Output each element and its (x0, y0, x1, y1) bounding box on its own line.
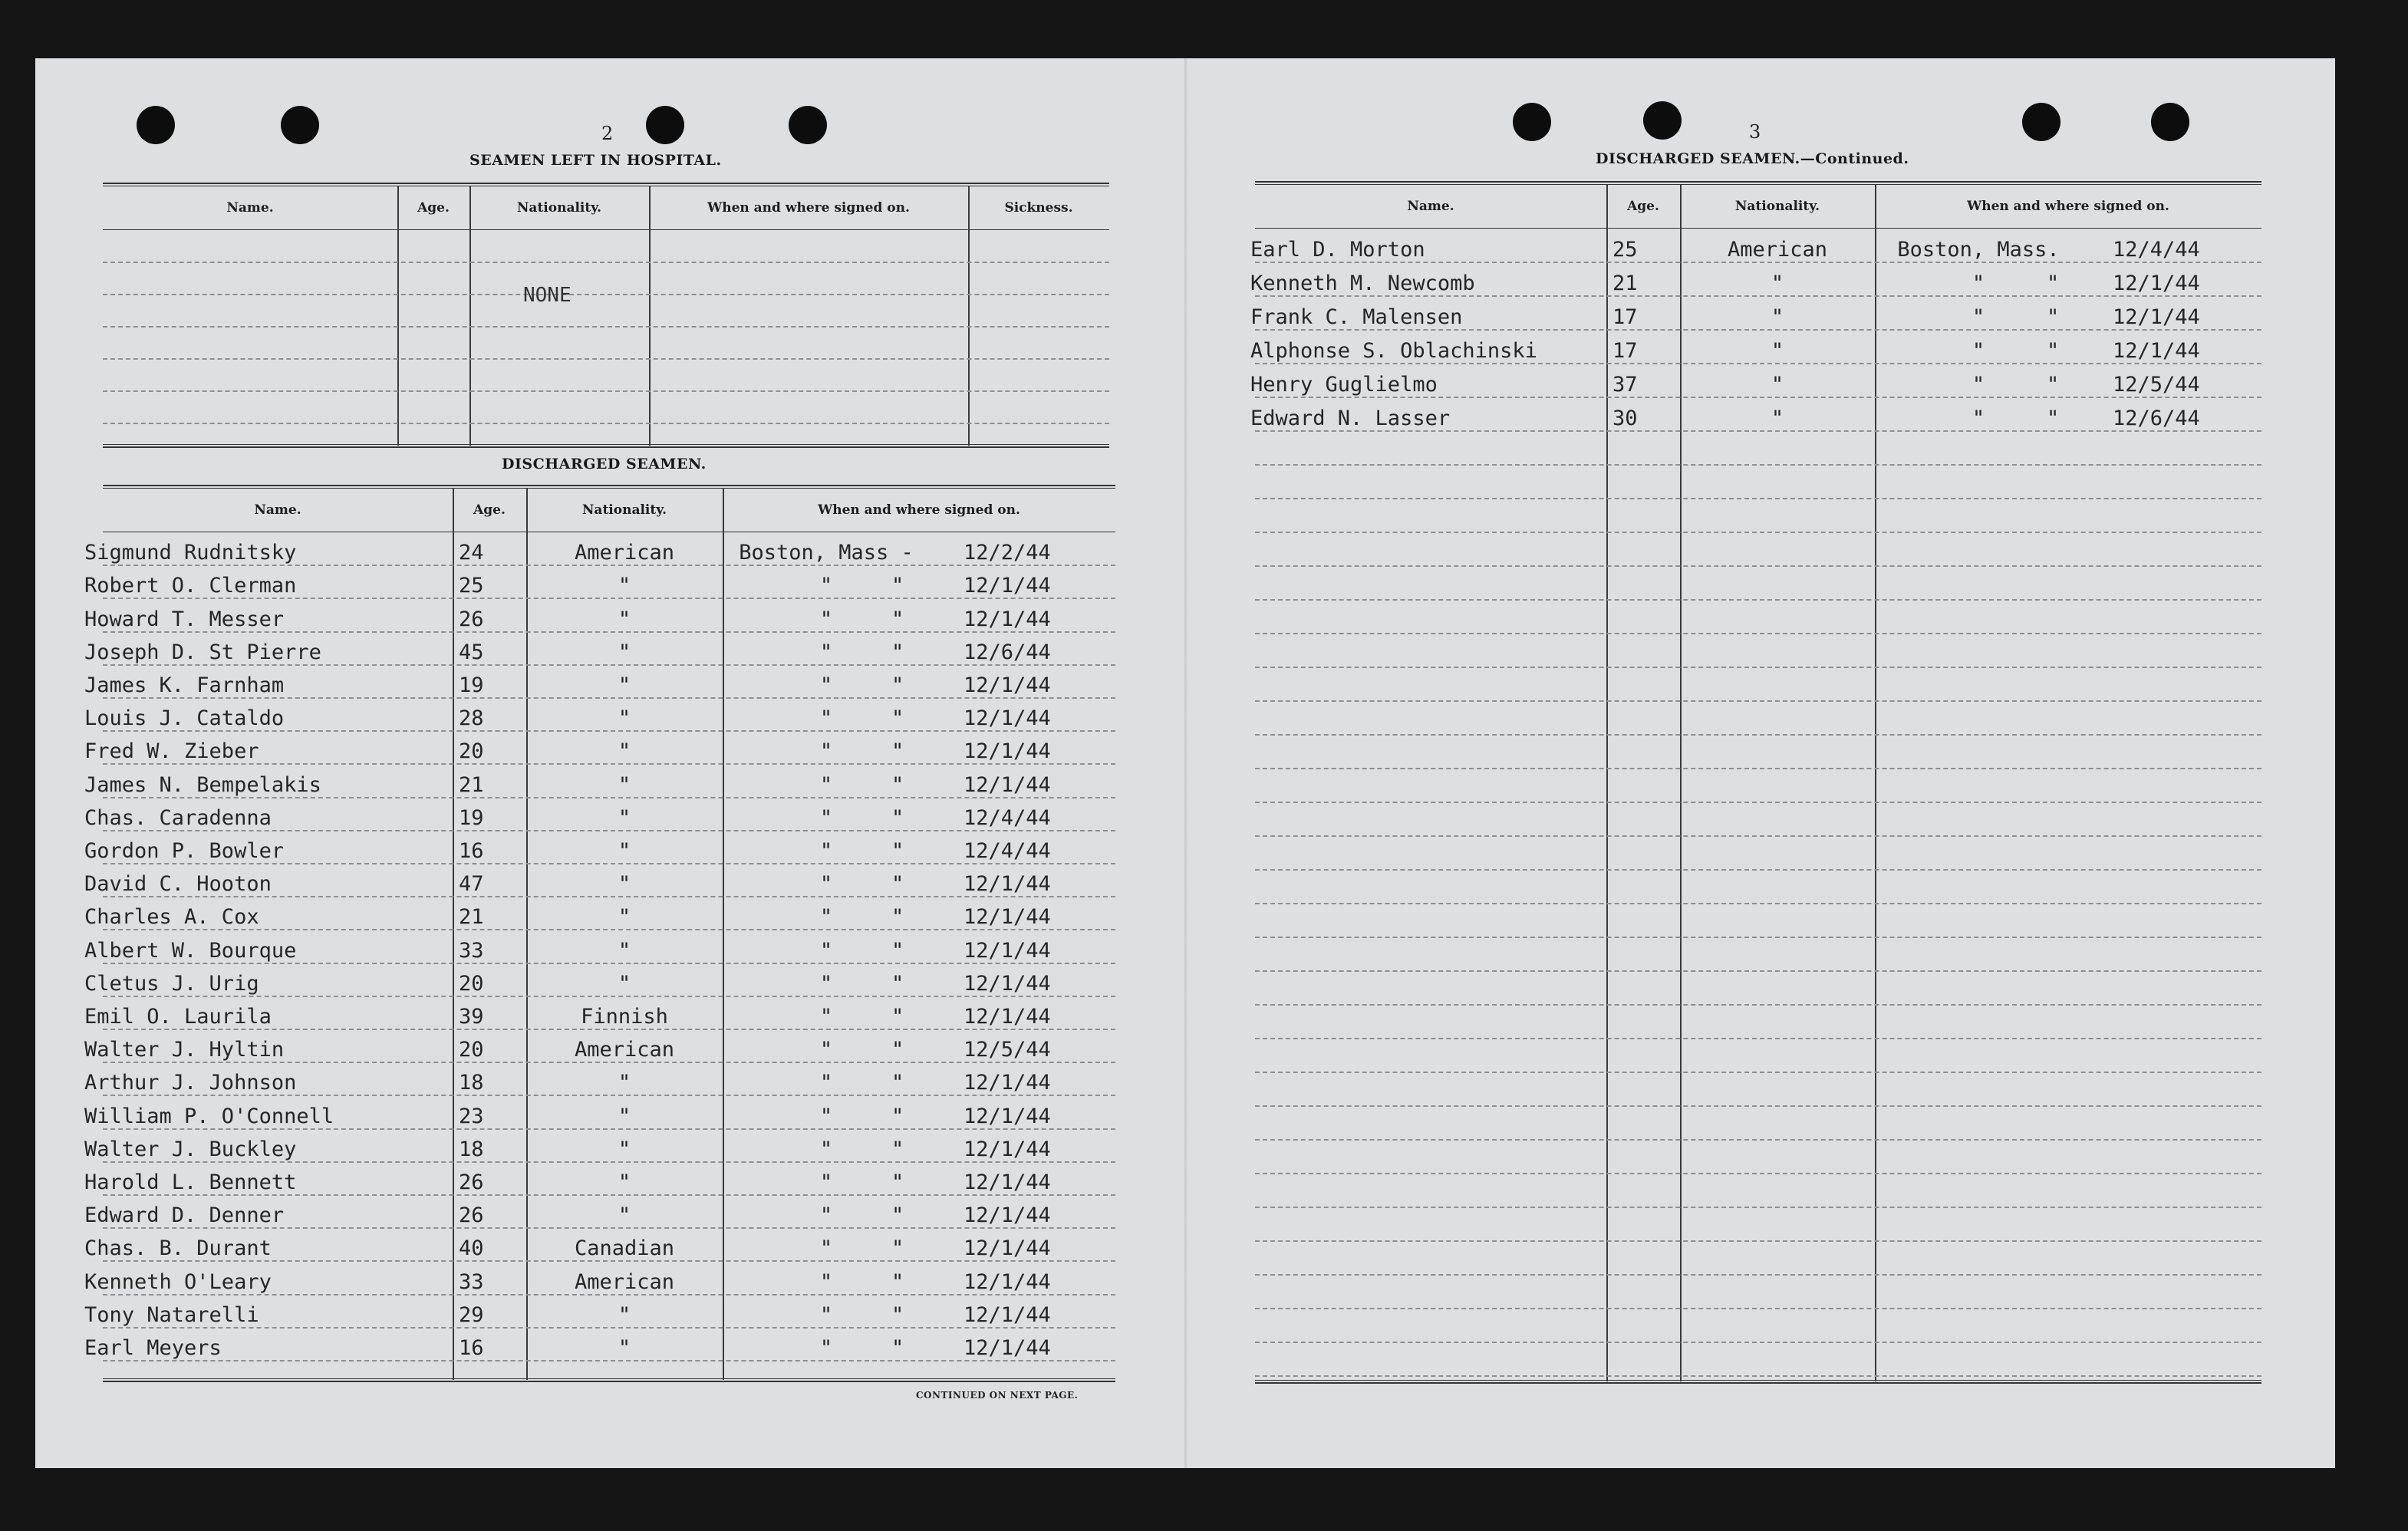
column-header: When and where signed on. (818, 502, 1020, 518)
signed-place-cell: " (1972, 305, 1985, 329)
signed-place-cell: " (819, 872, 833, 897)
hospital-title: SEAMEN LEFT IN HOSPITAL. (469, 152, 722, 169)
name-cell: Emil O. Laurila (84, 1004, 272, 1029)
table-row (84, 1130, 1115, 1163)
signed-place-cell: " (819, 739, 833, 764)
nationality-cell: " (618, 706, 631, 731)
signed-date-cell: 12/2/44 (964, 541, 1051, 565)
row-rule (1255, 768, 2261, 769)
signed-place-cell: " (819, 607, 833, 631)
age-cell: 20 (459, 739, 484, 764)
name-cell: Charles A. Cox (84, 905, 259, 930)
continued-note: CONTINUED ON NEXT PAGE. (916, 1390, 1079, 1401)
signed-date-cell: 12/1/44 (964, 1004, 1051, 1029)
age-cell: 18 (459, 1137, 484, 1161)
signed-date-cell: 12/1/44 (2113, 339, 2200, 363)
signed-place-cell: " (819, 1071, 833, 1095)
signed-ditto-cell: " (891, 706, 904, 731)
nationality-cell: " (618, 872, 631, 897)
signed-date-cell: 12/1/44 (2113, 305, 2200, 329)
signed-place-cell: " (819, 673, 833, 697)
table-row (84, 765, 1115, 798)
signed-ditto-cell: " (891, 938, 904, 963)
table-header (103, 186, 1109, 230)
table-row (84, 997, 1115, 1030)
binder-hole (646, 106, 684, 144)
signed-ditto-cell: " (891, 772, 904, 797)
column-divider (968, 186, 970, 446)
page-number-left: 2 (601, 123, 614, 144)
nationality-cell: " (618, 1335, 631, 1360)
signed-place-cell: " (819, 1004, 833, 1029)
row-rule (1255, 1375, 2261, 1377)
page-fold (1184, 58, 1188, 1468)
name-cell: Sigmund Rudnitsky (84, 541, 297, 565)
row-rule (1255, 1004, 2261, 1006)
row-rule (1255, 1173, 2261, 1174)
signed-place-cell: " (819, 574, 833, 598)
age-cell: 25 (459, 574, 484, 598)
name-cell: Fred W. Zieber (84, 739, 259, 764)
nationality-cell: " (1771, 305, 1784, 329)
table-row (1250, 364, 2261, 398)
nationality-cell: " (618, 739, 631, 764)
row-rule (1255, 498, 2261, 499)
table-header (103, 489, 1115, 532)
nationality-cell: " (618, 838, 631, 863)
signed-place-cell: Boston, Mass. (1897, 238, 2060, 262)
signed-place-cell: " (819, 1335, 833, 1360)
name-cell: Tony Natarelli (84, 1302, 259, 1327)
table-row (84, 533, 1115, 566)
nationality-cell: " (618, 640, 631, 664)
signed-place-cell: " (1972, 373, 1985, 397)
signed-ditto-cell: " (2047, 373, 2060, 397)
table-row (84, 964, 1115, 997)
column-header: Name. (1407, 199, 1454, 214)
age-cell: 20 (459, 1038, 484, 1062)
name-cell: Edward N. Lasser (1250, 407, 1451, 430)
row-rule (1255, 1207, 2261, 1208)
table-row (84, 897, 1115, 930)
signed-place-cell: " (819, 772, 833, 797)
column-header: Age. (473, 502, 506, 518)
binder-hole (137, 106, 175, 144)
row-rule (1255, 970, 2261, 972)
discharged-title: DISCHARGED SEAMEN. (502, 456, 707, 472)
signed-place-cell: " (819, 838, 833, 863)
table-row (1250, 229, 2261, 263)
age-cell: 26 (459, 607, 484, 631)
age-cell: 45 (459, 640, 484, 664)
name-cell: Albert W. Bourque (84, 938, 297, 963)
name-cell: James N. Bempelakis (84, 772, 321, 797)
nationality-cell: " (1771, 272, 1784, 295)
nationality-cell: Finnish (581, 1004, 668, 1029)
column-divider (469, 186, 471, 446)
signed-ditto-cell: " (891, 838, 904, 863)
nationality-cell: " (618, 805, 631, 830)
signed-date-cell: 12/1/44 (2113, 272, 2200, 295)
age-cell: 28 (459, 706, 484, 731)
table-row (84, 798, 1115, 831)
name-cell: James K. Farnham (84, 673, 285, 697)
row-rule (1255, 835, 2261, 837)
age-cell: 40 (459, 1236, 484, 1261)
age-cell: 23 (459, 1104, 484, 1128)
signed-date-cell: 12/1/44 (964, 1335, 1051, 1360)
signed-date-cell: 12/1/44 (964, 971, 1051, 996)
table-row (1250, 263, 2261, 297)
table-row (84, 831, 1115, 864)
signed-ditto-cell: " (891, 1137, 904, 1161)
signed-date-cell: 12/1/44 (964, 739, 1051, 764)
signed-ditto-cell: " (891, 1269, 904, 1294)
row-rule (1255, 1038, 2261, 1039)
row-rule (1255, 869, 2261, 871)
name-cell: Gordon P. Bowler (84, 838, 285, 863)
age-cell: 16 (459, 838, 484, 863)
signed-ditto-cell: " (891, 905, 904, 930)
nationality-cell: American (574, 1038, 675, 1062)
signed-ditto-cell: " (891, 1236, 904, 1261)
signed-place-cell: Boston, Mass - (739, 541, 914, 565)
signed-date-cell: 12/1/44 (964, 905, 1051, 930)
age-cell: 37 (1612, 373, 1638, 397)
table-row (84, 666, 1115, 699)
row-rule (1255, 1139, 2261, 1141)
name-cell: Edward D. Denner (84, 1203, 285, 1228)
signed-date-cell: 12/1/44 (964, 1071, 1051, 1095)
row-rule (1255, 1105, 2261, 1107)
row-rule (1255, 937, 2261, 938)
row-rule (1255, 1342, 2261, 1343)
table-row (84, 1296, 1115, 1329)
name-cell: Louis J. Cataldo (84, 706, 285, 731)
column-header: Name. (226, 200, 274, 216)
signed-place-cell: " (819, 971, 833, 996)
signed-ditto-cell: " (891, 607, 904, 631)
row-rule (1255, 565, 2261, 567)
name-cell: Earl Meyers (84, 1335, 222, 1360)
signed-ditto-cell: " (891, 1170, 904, 1194)
signed-ditto-cell: " (891, 971, 904, 996)
nationality-cell: " (618, 1104, 631, 1128)
column-header: Nationality. (581, 502, 667, 518)
age-cell: 30 (1612, 407, 1638, 430)
signed-place-cell: " (819, 706, 833, 731)
signed-place-cell: " (1972, 339, 1985, 363)
nationality-cell: " (618, 971, 631, 996)
signed-place-cell: " (819, 805, 833, 830)
row-rule (1255, 464, 2261, 466)
age-cell: 19 (459, 805, 484, 830)
row-rule (1255, 700, 2261, 702)
signed-date-cell: 12/1/44 (964, 772, 1051, 797)
column-divider (649, 186, 651, 446)
name-cell: David C. Hooton (84, 872, 272, 897)
name-cell: Alphonse S. Oblachinski (1250, 339, 1537, 363)
signed-place-cell: " (819, 1302, 833, 1327)
column-header: Age. (1627, 199, 1659, 214)
table-row (84, 732, 1115, 765)
row-rule (1255, 599, 2261, 601)
age-cell: 16 (459, 1335, 484, 1360)
signed-ditto-cell: " (2047, 407, 2060, 430)
signed-date-cell: 12/1/44 (964, 872, 1051, 897)
table-row (84, 1030, 1115, 1063)
table-row (84, 1262, 1115, 1295)
signed-place-cell: " (1972, 407, 1985, 430)
signed-date-cell: 12/1/44 (964, 938, 1051, 963)
row-rule (103, 423, 1109, 424)
name-cell: Walter J. Hyltin (84, 1038, 285, 1062)
nationality-cell: Canadian (574, 1236, 675, 1261)
row-rule (1255, 734, 2261, 736)
nationality-cell: " (618, 905, 631, 930)
nationality-cell: " (618, 772, 631, 797)
age-cell: 20 (459, 971, 484, 996)
table-row (84, 1063, 1115, 1096)
signed-date-cell: 12/1/44 (964, 1104, 1051, 1128)
nationality-cell: " (618, 607, 631, 631)
signed-date-cell: 12/1/44 (964, 673, 1051, 697)
signed-date-cell: 12/5/44 (964, 1038, 1051, 1062)
row-rule (103, 262, 1109, 263)
name-cell: Kenneth M. Newcomb (1250, 272, 1475, 295)
table-row (84, 633, 1115, 666)
signed-date-cell: 12/1/44 (964, 706, 1051, 731)
row-rule (1255, 633, 2261, 634)
row-rule (1255, 1240, 2261, 1242)
nationality-cell: " (1771, 339, 1784, 363)
nationality-cell: " (618, 1170, 631, 1194)
nationality-cell: " (618, 1203, 631, 1228)
nationality-cell: " (618, 574, 631, 598)
column-header: Name. (254, 502, 301, 518)
age-cell: 18 (459, 1071, 484, 1095)
name-cell: Henry Guglielmo (1250, 373, 1438, 397)
row-rule (103, 294, 1109, 295)
table-row (84, 699, 1115, 732)
signed-place-cell: " (819, 1137, 833, 1161)
signed-date-cell: 12/1/44 (964, 1269, 1051, 1294)
table-row (84, 930, 1115, 963)
table-row (84, 1163, 1115, 1196)
discharged-continued-title: DISCHARGED SEAMEN.—Continued. (1596, 150, 1909, 167)
column-header: Sickness. (1004, 200, 1073, 216)
signed-ditto-cell: " (891, 1302, 904, 1327)
name-cell: Joseph D. St Pierre (84, 640, 321, 664)
age-cell: 17 (1612, 339, 1638, 363)
age-cell: 19 (459, 673, 484, 697)
age-cell: 25 (1612, 238, 1638, 262)
age-cell: 24 (459, 541, 484, 565)
column-header: Age. (417, 200, 450, 216)
nationality-cell: " (618, 1137, 631, 1161)
nationality-cell: " (1771, 373, 1784, 397)
signed-ditto-cell: " (891, 739, 904, 764)
binder-hole (1643, 101, 1682, 140)
row-rule (103, 390, 1109, 392)
age-cell: 47 (459, 872, 484, 897)
row-rule (1255, 903, 2261, 904)
signed-place-cell: " (819, 1203, 833, 1228)
binder-hole (1513, 103, 1551, 141)
signed-date-cell: 12/1/44 (964, 1236, 1051, 1261)
row-rule (1255, 1274, 2261, 1276)
signed-place-cell: " (819, 1104, 833, 1128)
signed-ditto-cell: " (891, 1203, 904, 1228)
row-rule (1255, 802, 2261, 803)
signed-ditto-cell: " (891, 574, 904, 598)
signed-date-cell: 12/4/44 (2113, 238, 2200, 262)
nationality-cell: American (574, 1269, 675, 1294)
signed-ditto-cell: " (891, 673, 904, 697)
signed-ditto-cell: " (891, 640, 904, 664)
signed-ditto-cell: " (891, 1004, 904, 1029)
signed-place-cell: " (819, 1170, 833, 1194)
row-rule (1255, 1072, 2261, 1073)
signed-date-cell: 12/1/44 (964, 574, 1051, 598)
signed-date-cell: 12/1/44 (964, 1302, 1051, 1327)
age-cell: 21 (459, 905, 484, 930)
nationality-cell: " (618, 1302, 631, 1327)
nationality-cell: American (1727, 238, 1828, 262)
name-cell: Cletus J. Urig (84, 971, 259, 996)
age-cell: 33 (459, 1269, 484, 1294)
binder-hole (281, 106, 319, 144)
signed-date-cell: 12/1/44 (964, 1203, 1051, 1228)
signed-date-cell: 12/1/44 (964, 1170, 1051, 1194)
binder-hole (2151, 103, 2189, 141)
table-row (84, 1096, 1115, 1129)
age-cell: 33 (459, 938, 484, 963)
age-cell: 26 (459, 1170, 484, 1194)
row-rule (103, 326, 1109, 328)
signed-date-cell: 12/5/44 (2113, 373, 2200, 397)
discharged-table-right (1250, 181, 2261, 1384)
name-cell: Arthur J. Johnson (84, 1071, 297, 1095)
signed-date-cell: 12/4/44 (964, 805, 1051, 830)
age-cell: 26 (459, 1203, 484, 1228)
signed-ditto-cell: " (891, 805, 904, 830)
name-cell: Frank C. Malensen (1250, 305, 1463, 329)
name-cell: Harold L. Bennett (84, 1170, 297, 1194)
row-rule (1255, 1308, 2261, 1309)
signed-place-cell: " (819, 1269, 833, 1294)
age-cell: 29 (459, 1302, 484, 1327)
signed-place-cell: " (819, 640, 833, 664)
signed-ditto-cell: " (2047, 339, 2060, 363)
table-row (1250, 398, 2261, 432)
table-bottom-rule (103, 1378, 1115, 1382)
signed-ditto-cell: " (2047, 272, 2060, 295)
table-bottom-rule (1255, 1380, 2261, 1384)
signed-place-cell: " (819, 1038, 833, 1062)
signed-date-cell: 12/6/44 (2113, 407, 2200, 430)
nationality-cell: " (618, 938, 631, 963)
signed-date-cell: 12/4/44 (964, 838, 1051, 863)
binder-hole (2022, 103, 2060, 141)
signed-date-cell: 12/6/44 (964, 640, 1051, 664)
signed-ditto-cell: " (891, 1335, 904, 1360)
signed-place-cell: " (819, 938, 833, 963)
signed-ditto-cell: " (891, 1071, 904, 1095)
hospital-table (103, 183, 1109, 448)
signed-ditto-cell: " (2047, 305, 2060, 329)
signed-ditto-cell: " (891, 872, 904, 897)
binder-hole (789, 106, 827, 144)
nationality-cell: " (618, 673, 631, 697)
age-cell: 21 (1612, 272, 1638, 295)
row-rule (1255, 667, 2261, 668)
name-cell: Walter J. Buckley (84, 1137, 297, 1161)
column-divider (397, 186, 399, 446)
signed-place-cell: " (819, 905, 833, 930)
row-rule (1255, 532, 2261, 533)
signed-ditto-cell: " (891, 1104, 904, 1128)
column-header: When and where signed on. (707, 200, 910, 216)
none-entry: NONE (523, 284, 572, 307)
signed-date-cell: 12/1/44 (964, 607, 1051, 631)
nationality-cell: American (574, 541, 675, 565)
name-cell: Kenneth O'Leary (84, 1269, 272, 1294)
signed-place-cell: " (819, 1236, 833, 1261)
column-header: Nationality. (516, 200, 602, 216)
signed-place-cell: " (1972, 272, 1985, 295)
table-row (84, 1329, 1115, 1361)
discharged-table-left (84, 485, 1115, 1382)
name-cell: Chas. B. Durant (84, 1236, 272, 1261)
name-cell: Howard T. Messer (84, 607, 285, 631)
table-row (1250, 331, 2261, 364)
name-cell: Earl D. Morton (1250, 238, 1425, 262)
name-cell: William P. O'Connell (84, 1104, 334, 1128)
table-row (84, 1196, 1115, 1229)
nationality-cell: " (618, 1071, 631, 1095)
signed-date-cell: 12/1/44 (964, 1137, 1051, 1161)
column-header: When and where signed on. (1967, 199, 2169, 214)
age-cell: 21 (459, 772, 484, 797)
age-cell: 17 (1612, 305, 1638, 329)
row-rule (103, 358, 1109, 360)
age-cell: 39 (459, 1004, 484, 1029)
page-number-right: 3 (1749, 121, 1761, 143)
signed-ditto-cell: " (891, 1038, 904, 1062)
table-row (1250, 297, 2261, 331)
table-bottom-rule (103, 444, 1109, 448)
nationality-cell: " (1771, 407, 1784, 430)
name-cell: Robert O. Clerman (84, 574, 297, 598)
table-row (84, 1229, 1115, 1262)
table-row (84, 566, 1115, 599)
table-row (84, 864, 1115, 897)
name-cell: Chas. Caradenna (84, 805, 272, 830)
table-header (1255, 185, 2261, 229)
table-row (84, 599, 1115, 632)
column-header: Nationality. (1734, 199, 1820, 214)
